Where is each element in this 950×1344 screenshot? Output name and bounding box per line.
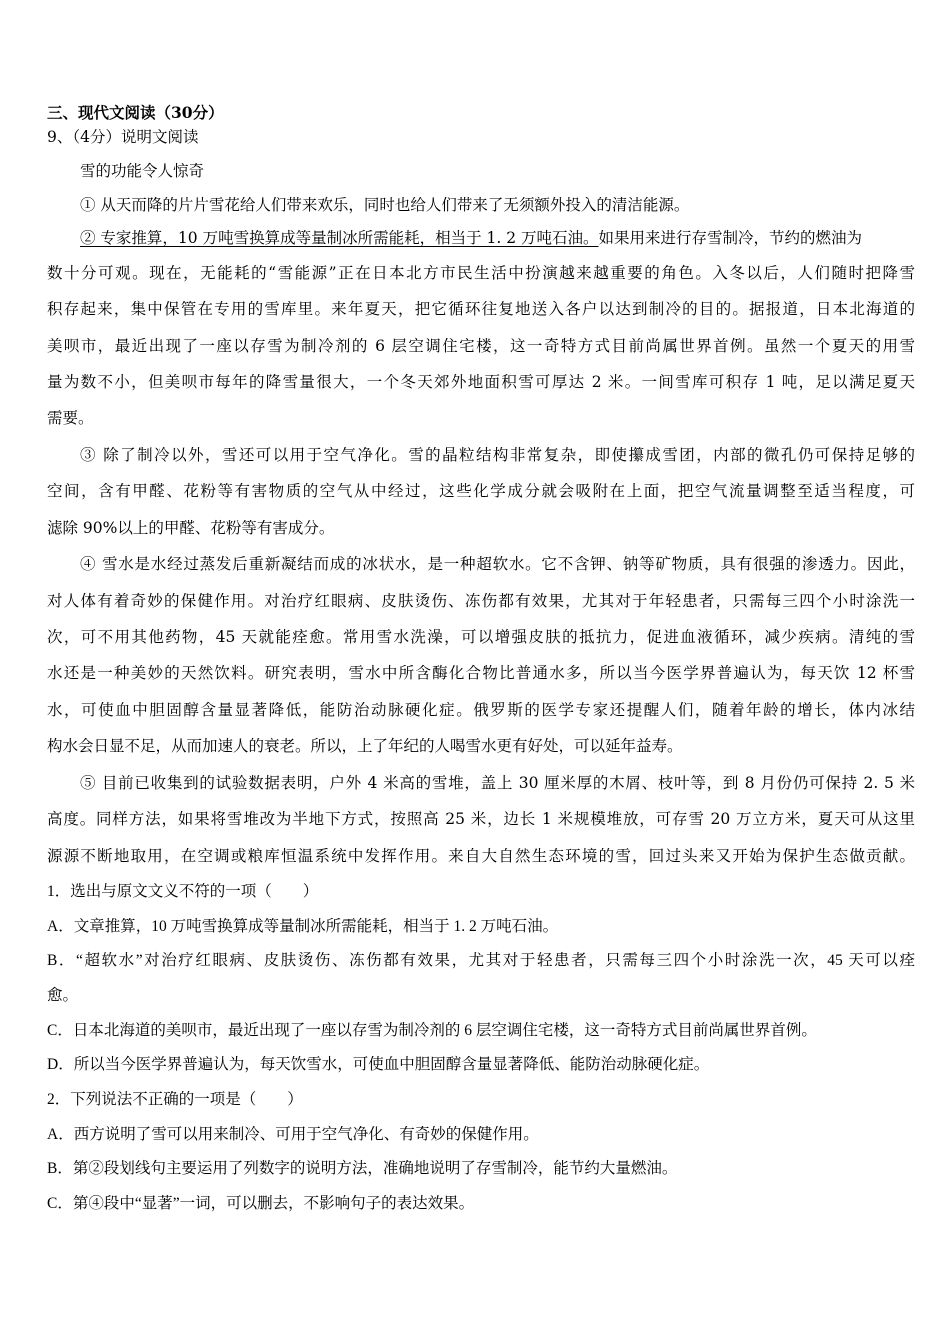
q2-option-a: A．西方说明了雪可以用来制冷、可用于空气净化、有奇妙的保健作用。: [47, 1126, 539, 1143]
paragraph-4-line-3: 次，可不用其他药物，45 天就能痊愈。常用雪水洗澡，可以增强皮肤的抵抗力，促进血液循环，减少疾病。清纯的雪: [47, 628, 915, 646]
paragraph-3-line-2: 空间，含有甲醛、花粉等有害物质的空气从中经过，这些化学成分就会吸附在上面，把空气流量调整至适当程度，可: [47, 482, 915, 500]
q2-stem: 2．下列说法不正确的一项是（ ）: [47, 1091, 303, 1108]
paragraph-5-line-1: ⑤ 目前已收集到的试验数据表明，户外 4 米高的雪堆，盖上 30 厘米厚的木屑、枝叶等，到 8 月份仍可保持 2. 5 米: [80, 774, 915, 792]
paragraph-4-line-1: ④ 雪水是水经过蒸发后重新凝结而成的冰状水，是一种超软水。它不含钾、钠等矿物质，具有很强的渗透力。因此，: [80, 555, 915, 573]
paragraph-4-line-2: 对人体有着奇妙的保健作用。对治疗红眼病、皮肤烫伤、冻伤都有效果，尤其对于年轻患者，只需每三四个小时涂洗一: [47, 592, 915, 610]
q1-stem: 1．选出与原文文义不符的一项（ ）: [47, 883, 319, 900]
paragraph-1: ① 从天而降的片片雪花给人们带来欢乐，同时也给人们带来了无须额外投入的清洁能源。: [80, 196, 690, 214]
paragraph-4-line-5: 水，可使血中胆固醇含量显著降低，能防治动脉硬化症。俄罗斯的医学专家还提醒人们，随着年龄的增长，体内冰结: [47, 701, 915, 719]
q2-option-b: B．第②段划线句主要运用了列数字的说明方法，准确地说明了存雪制冷，能节约大量燃油。: [47, 1160, 678, 1177]
paragraph-2-line-2: 数十分可观。现在，无能耗的“雪能源”正在日本北方市民生活中扮演越来越重要的角色。入冬以后，人们随时把降雪: [47, 264, 915, 282]
q2-option-c: C．第④段中“显著”一词，可以删去，不影响句子的表达效果。: [47, 1195, 475, 1212]
paragraph-2-line-5: 量为数不小，但美呗市每年的降雪量很大，一个冬天郊外地面积雪可厚达 2 米。一间雪库可积存 1 吨，足以满足夏天: [47, 373, 915, 391]
q1-option-b-line-2: 愈。: [47, 987, 79, 1004]
section-heading: 三、现代文阅读（30分）: [47, 103, 224, 122]
paragraph-3-line-1: ③ 除了制冷以外，雪还可以用于空气净化。雪的晶粒结构非常复杂，即使攥成雪团，内部的微孔仍可保持足够的: [80, 446, 915, 464]
q1-option-a: A．文章推算，10 万吨雪换算成等量制冰所需能耗，相当于 1. 2 万吨石油。: [47, 918, 559, 935]
article-title: 雪的功能令人惊奇: [80, 162, 205, 180]
paragraph-2-line-1: ② 专家推算，10 万吨雪换算成等量制冰所需能耗，相当于 1. 2 万吨石油。如果用来进行存雪制冷，节约的燃油为: [80, 229, 863, 247]
underlined-sentence: ② 专家推算，10 万吨雪换算成等量制冰所需能耗，相当于 1. 2 万吨石油。: [80, 229, 599, 247]
paragraph-2-line-4: 美呗市，最近出现了一座以存雪为制冷剂的 6 层空调住宅楼，这一奇特方式目前尚属世界首例。虽然一个夏天的用雪: [47, 337, 915, 355]
paragraph-2-line-3: 积存起来，集中保管在专用的雪库里。来年夏天，把它循环往复地送入各户以达到制冷的目的。据报道，日本北海道的: [47, 300, 915, 318]
paragraph-4-line-4: 水还是一种美妙的天然饮料。研究表明，雪水中所含酶化合物比普通水多，所以当今医学界普遍认为，每天饮 12 杯雪: [47, 664, 915, 682]
q1-option-c: C．日本北海道的美呗市，最近出现了一座以存雪为制冷剂的 6 层空调住宅楼，这一奇特方式目前尚属世界首例。: [47, 1022, 817, 1039]
paragraph-4-line-6: 构水会日显不足，从而加速人的衰老。所以，上了年纪的人喝雪水更有好处，可以延年益寿。: [47, 737, 683, 755]
q1-option-b-line-1: B．“超软水”对治疗红眼病、皮肤烫伤、冻伤都有效果，尤其对于轻患者，只需每三四个小时涂洗一次，45 天可以痊: [47, 952, 915, 969]
q1-option-d: D．所以当今医学界普遍认为，每天饮雪水，可使血中胆固醇含量显著降低、能防治动脉硬化症。: [47, 1056, 710, 1073]
paragraph-3-line-3: 滤除 90%以上的甲醛、花粉等有害成分。: [47, 519, 335, 537]
paragraph-2-line-6: 需要。: [47, 409, 94, 427]
question-header: 9、（4分）说明文阅读: [47, 128, 199, 146]
paragraph-5-line-3: 源源不断地取用，在空调或粮库恒温系统中发挥作用。来自大自然生态环境的雪，回过头来又开始为保护生态做贡献。: [47, 847, 915, 865]
paragraph-5-line-2: 高度。同样方法，如果将雪堆改为半地下方式，按照高 25 米，边长 1 米规模堆放，可存雪 20 万立方米，夏天可从这里: [47, 810, 915, 828]
